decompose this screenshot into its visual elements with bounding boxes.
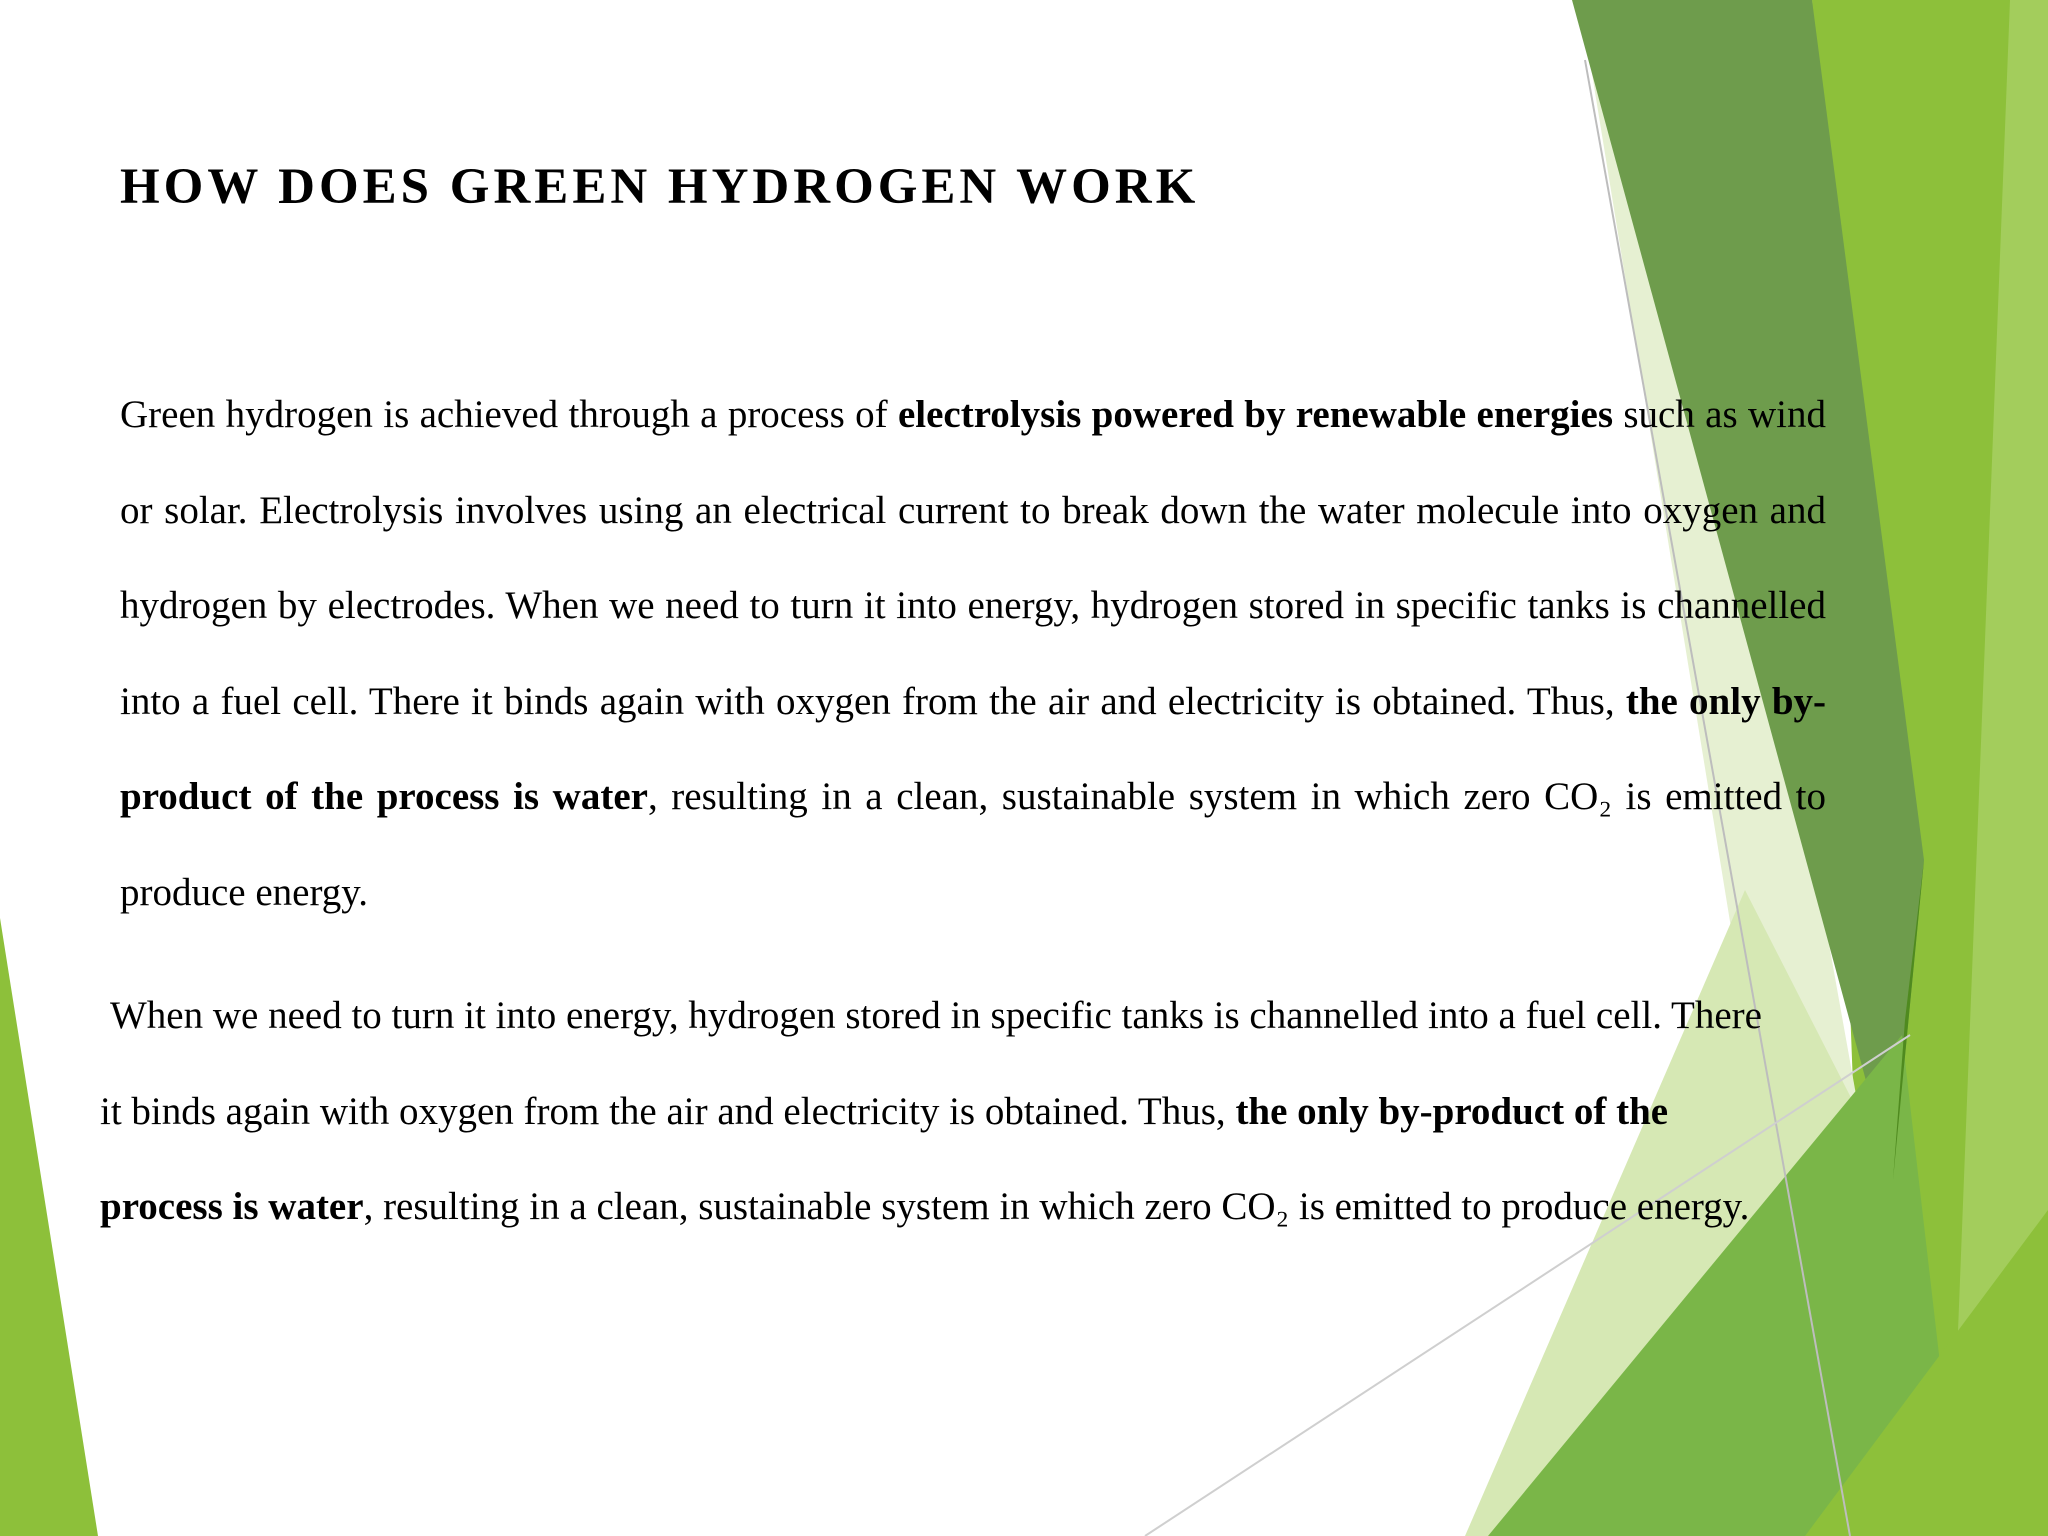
paragraph-1-bold-a: electrolysis powered by renewable energies — [897, 393, 1614, 436]
paragraph-1-text-c: , resulting in a clean, sustainable system in which zero CO₂ is emitted to produce energy. — [120, 775, 1826, 914]
paragraph-2-line-2-text: it binds again with oxygen from the air and electricity is obtained. Thus, — [100, 1089, 1236, 1133]
paragraph-2-line-3-text: , resulting in a clean, sustainable system in which zero CO₂ is emitted to produce energy. — [363, 1185, 1750, 1228]
paragraph-1-text-a: Green hydrogen is achieved through a process of — [120, 393, 898, 436]
paragraph-2-line-1: When we need to turn it into energy, hydrogen stored in specific tanks is channelled into a fuel cell. There — [110, 994, 1762, 1037]
paragraph-2-line-2-bold: the only by-product of the — [1235, 1089, 1669, 1133]
paragraph-1 — [120, 367, 1826, 940]
paragraph-1-bold-b: the only by-product of the process is water — [120, 679, 1826, 818]
slide-title: HOW DOES GREEN HYDROGEN WORK — [120, 159, 1200, 215]
paragraph-2 — [100, 968, 1800, 1255]
paragraph-1-text-b: such as wind or solar. Electrolysis involves using an electrical current to break down the water molecule into oxygen and hydrogen by electrodes. When we need to turn it into energy, hydrogen stored in specific tanks is channelled into a fuel cell. There it binds again with oxygen from the air and electricity is obtained. Thus, — [120, 393, 1827, 723]
paragraph-2-line-2 — [100, 1064, 1800, 1160]
paragraph-2-line-3-bold: process is water — [100, 1185, 364, 1228]
facet-left — [0, 918, 98, 1536]
paragraph-2-line-3 — [100, 1159, 1800, 1255]
